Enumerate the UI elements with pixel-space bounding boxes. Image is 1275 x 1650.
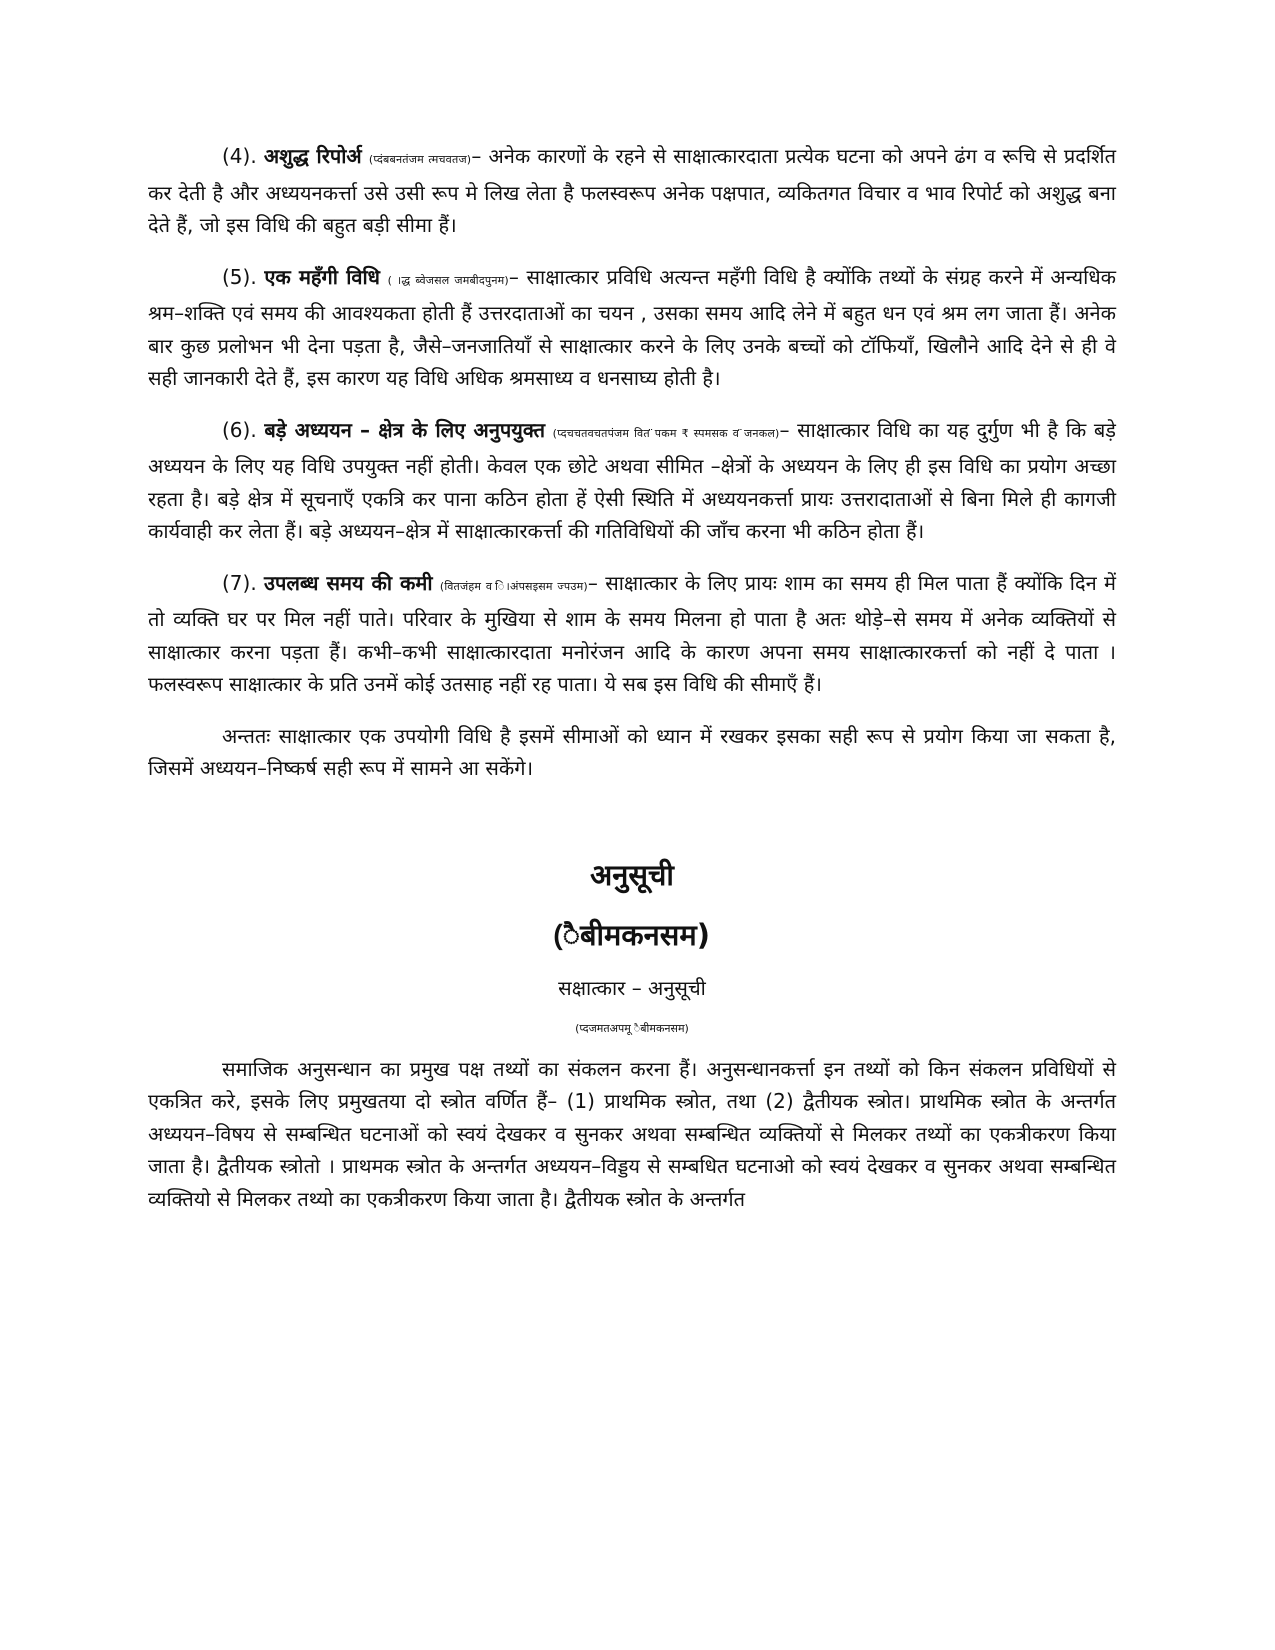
schedule-heading: अनुसूची xyxy=(590,857,674,892)
conclusion-paragraph: अन्ततः साक्षात्कार एक उपयोगी विधि है इसमें सीमाओं को ध्यान में रखकर इसका सही रूप से प्रयोग किया जा सकता है, जिसमें अध्ययन–निष्कर्ष सही रूप में सामने आ सकेंगे। xyxy=(148,723,1116,780)
section-5-number: (5). xyxy=(222,264,257,289)
section-6-english-term: (प्दचचतवचतपंजम वित ̈पकम ₹ स्पमसक व ̈जनकल) xyxy=(552,426,780,440)
section-5-body: – साक्षात्कार प्रविधि अत्यन्त महँगी विधि है क्योंकि तथ्यों के संग्रह करने में अन्यधिक श्रम–शक्ति एवं समय की आवश्यकता होती हैं उत्तरदाताओं का चयन , उसका समय आदि लेने में बहुत धन एवं श्रम लग जाता हैं। अनेक बार कुछ प्रलोभन भी देना पड़ता है, जैसे–जनजातियाँ से साक्षात्कार करने के लिए उनके बच्चों को टॉफियाँ, खिलौने आदि देने से ही वे सही जानकारी देते हैं, इस कारण यह विधि अधिक श्रमसाध्य व धनसाघ्य होती है। xyxy=(148,264,1116,390)
section-7-paragraph xyxy=(148,567,1116,701)
section-5-english-term: ( ।द्ध ब्वेजसल जमबीदपुनम) xyxy=(387,273,509,287)
section-4-number: (4). xyxy=(222,144,257,168)
section-7-title: उपलब्ध समय की कमी xyxy=(264,570,433,595)
section-6-body: – साक्षात्कार विधि का यह दुर्गुण भी है कि बड़े अध्ययन के लिए यह विधि उपयुक्त नहीं होती। केवल एक छोटे अथवा सीमित –क्षेत्रों के अध्ययन के लिए ही इस विधि का प्रयोग अच्छा रहता है। बड़े क्षेत्र में सूचनाएँ एकत्रि कर पाना कठिन होता हें ऐसी स्थिति में अध्ययनकर्त्ता प्रायः उत्तरादाताओं से बिना मिले ही कागजी कार्यवाही कर लेता हैं। बड़े अध्ययन–क्षेत्र में साक्षात्कारकर्त्ता की गतिविधियों की जाँच करना भी कठिन होता हैं। xyxy=(148,417,1116,543)
section-4-title: अशुद्ध रिपोर्अ xyxy=(263,144,362,168)
section-4-paragraph xyxy=(148,140,1116,242)
schedule-heading-block xyxy=(148,855,1116,1039)
section-4-english-term: (प्दंबबनतंजम त्मचवतज) xyxy=(368,153,472,166)
section-5-title: एक महँगी विधि xyxy=(264,264,380,289)
section-7-english-term: (वितजंहम व ि।अंपसइसम ज्पउम) xyxy=(439,579,588,593)
section-4-body: – अनेक कारणों के रहने से साक्षात्कारदाता प्रत्येक घटना को अपने ढंग व रूचि से प्रदर्शित कर देती है और अध्ययनकर्त्ता उसे उसी रूप मे लिख लेता है फलस्वरूप अनेक पक्षपात, व्यकितगत विचार व भाव रिपोर्ट को अशुद्ध बना देते हैं, जो इस विधि की बहुत बड़ी सीमा हैं। xyxy=(148,144,1116,237)
section-7-body: – साक्षात्कार के लिए प्रायः शाम का समय ही मिल पाता हैं क्योंकि दिन में तो व्यक्ति घर पर मिल नहीं पाते। परिवार के मुखिया से शाम के समय मिलना हो पाता है अतः थोड़े–से समय में अनेक व्यक्तियों से साक्षात्कार करना पड़ता हैं। कभी–कभी साक्षात्कारदाता मनोरंजन आदि के कारण अपना समय साक्षात्कारकर्त्ता को नहीं दे पाता । फलस्वरूप साक्षात्कार के प्रति उनमें कोई उतसाह नहीं रह पाता। ये सब इस विधि की सीमाएँ हैं। xyxy=(148,570,1117,696)
section-6-number: (6). xyxy=(222,417,257,442)
schedule-caption-english: (प्दजमतअपमू ैबीमकनसम) xyxy=(575,1021,689,1035)
section-7-number: (7). xyxy=(222,570,257,595)
schedule-heading-english: (ैबीमकनसम) xyxy=(554,917,710,952)
document-page xyxy=(148,140,1116,1234)
section-6-title: बड़े अध्ययन – क्षेत्र के लिए अनुपयुक्त xyxy=(264,417,546,442)
schedule-caption: सक्षात्कार – अनुसूची xyxy=(558,975,706,1000)
section-5-paragraph xyxy=(148,261,1116,395)
intro-paragraph: समाजिक अनुसन्धान का प्रमुख पक्ष तथ्यों का संकलन करना हैं। अनुसन्धानकर्त्ता इन तथ्यों को किन संकलन प्रविधियों से एकत्रित करे, इसके लिए प्रमुखतया दो स्त्रोत वर्णित हैं– (1) प्राथमिक स्त्रोत, तथा (2) द्वैतीयक स्त्रोत। प्राथमिक स्त्रोत के अन्तर्गत अध्ययन–विषय से सम्बन्धित घटनाओं को स्वयं देखकर व सुनकर अथवा सम्बन्धित व्यक्तियों से मिलकर तथ्यों का एकत्रीकरण किया जाता है। द्वैतीयक स्त्रोतो । प्राथमक स्त्रोत के अन्तर्गत अध्ययन–विड्डय से सम्बधित घटनाओ को स्वयं देखकर व सुनकर अथवा सम्बन्धित व्यक्तियो से मिलकर तथ्यो का एकत्रीकरण किया जाता है। द्वैतीयक स्त्रोत के अन्तर्गत xyxy=(148,1056,1116,1211)
section-6-paragraph xyxy=(148,414,1116,548)
